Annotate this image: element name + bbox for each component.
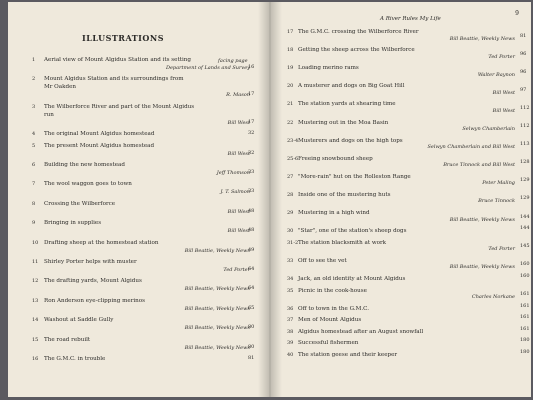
item-credit: Peter Maling — [482, 180, 515, 187]
left-page — [8, 2, 266, 397]
item-page: 161 — [520, 314, 530, 321]
item-credit: Bruce Tinnock and Bill West — [443, 162, 515, 169]
page-number: 9 — [515, 10, 519, 17]
item-number: 17 — [287, 29, 294, 35]
item-title: A musterer and dogs on Big Goat Hill — [298, 83, 405, 90]
item-credit: Bill Beattie, Weekly News — [184, 344, 250, 351]
item-number: 16 — [32, 356, 39, 362]
item-title: The drafting yards, Mount Algidus — [44, 278, 142, 285]
item-page: 144 — [520, 213, 530, 220]
item-number: 19 — [287, 65, 294, 72]
item-title: The station geese and their keeper — [298, 352, 398, 358]
item-number: 6 — [32, 162, 36, 168]
item-credit: Bill Beattie, Weekly News — [184, 305, 250, 312]
book-spread — [8, 2, 531, 397]
item-credit: Selwyn Chamberlain — [462, 126, 515, 132]
item-title: Men of Mount Algidus — [298, 317, 362, 324]
item-page: 64 — [248, 266, 255, 272]
item-number: 5 — [32, 142, 36, 149]
item-page: 144 — [520, 225, 530, 232]
item-number: 9 — [32, 220, 36, 227]
item-number: 36 — [287, 305, 294, 312]
item-page: 128 — [520, 159, 530, 166]
item-page: 112 — [520, 104, 530, 111]
item-page: 129 — [520, 195, 530, 202]
item-credit: Bill Beattie, Weekly News — [184, 247, 250, 254]
item-title: The road rebuilt — [44, 336, 91, 343]
item-title: Successful fishermen — [298, 340, 359, 347]
item-credit: Bill West — [492, 107, 515, 114]
item-credit: Bill Beattie, Weekly News — [449, 35, 515, 42]
item-page: 180 — [520, 337, 530, 344]
item-credit: J. T. Salmon — [220, 189, 250, 196]
item-credit: Bill West — [227, 228, 250, 235]
item-title: The G.M.C. in trouble — [44, 356, 106, 362]
item-title: Drafting sheep at the homestead station — [44, 239, 159, 246]
item-credit: Ted Porter — [488, 53, 515, 60]
item-page: 17 — [248, 91, 255, 98]
item-number: 12 — [32, 278, 39, 285]
item-title: run — [44, 111, 54, 118]
item-page: 64 — [248, 285, 255, 292]
item-title: Freeing snowbound sheep — [298, 155, 373, 162]
item-credit: Bruce Tinnock — [478, 198, 515, 205]
item-credit: Walter Baynon — [477, 71, 515, 78]
item-credit: R. Mason — [226, 92, 250, 99]
item-page: 81 — [520, 32, 527, 39]
item-page: 81 — [248, 355, 255, 361]
item-title: Mustering out in the Moa Basin — [298, 119, 389, 126]
item-number: 2 — [32, 76, 36, 83]
item-page: 129 — [520, 177, 530, 184]
item-number: 31-2 — [287, 239, 299, 246]
item-title: Inside one of the mustering huts — [298, 191, 391, 198]
item-title: Getting the sheep across the Wilberforce — [298, 47, 415, 54]
item-number: 27 — [287, 173, 294, 180]
item-number: 25-6 — [287, 155, 299, 162]
item-page: 180 — [520, 349, 530, 355]
item-number: 10 — [32, 239, 39, 246]
item-number: 11 — [32, 259, 39, 265]
item-number: 1 — [32, 57, 36, 63]
item-title: Mount Algidus Station and its surroundings from — [44, 76, 184, 83]
item-page: 16 — [248, 64, 255, 70]
item-number: 18 — [287, 47, 294, 54]
item-page: 161 — [520, 325, 530, 332]
item-title: Ron Anderson eye-clipping merinos — [44, 297, 145, 304]
item-page: 65 — [248, 304, 255, 311]
item-title: Crossing the Wilberforce — [44, 200, 116, 207]
right-page — [270, 2, 531, 397]
item-number: 15 — [32, 336, 39, 343]
item-number: 35 — [287, 287, 294, 294]
item-page: 48 — [248, 207, 255, 214]
item-number: 21 — [287, 101, 294, 108]
item-page: 17 — [248, 118, 255, 125]
item-number: 33 — [287, 257, 294, 264]
item-page: 145 — [520, 243, 530, 250]
item-number: 28 — [287, 191, 294, 198]
item-page: 33 — [248, 188, 255, 195]
item-title: The Wilberforce River and part of the Mount Algidus — [44, 103, 195, 110]
item-title: "Star", one of the station's sheep dogs — [298, 228, 407, 235]
item-title: Mr Oakden — [44, 84, 76, 91]
item-credit: Bill Beattie, Weekly News — [184, 325, 250, 332]
item-number: 13 — [32, 297, 39, 304]
item-title: "More-rain" hut on the Rolleston Range — [298, 173, 411, 180]
item-title: Off to see the vet — [298, 257, 347, 264]
item-title: Musterers and dogs on the high tops — [298, 137, 403, 144]
item-page: 113 — [520, 141, 530, 148]
item-number: 4 — [32, 131, 36, 138]
item-title: The present Mount Algidus homestead — [44, 142, 155, 149]
item-title: Picnic in the cook-house — [298, 287, 367, 294]
item-number: 37 — [287, 317, 294, 324]
item-page: 96 — [520, 50, 527, 57]
item-title: Algidus homestead after an August snowfall — [298, 328, 424, 335]
item-title: Shirley Porter helps with muster — [44, 259, 137, 265]
item-credit: Bill West — [227, 150, 250, 157]
item-number: 14 — [32, 317, 39, 324]
item-number: 23-4 — [287, 137, 299, 144]
item-page: 112 — [520, 123, 530, 129]
item-title: Building the new homestead — [44, 162, 125, 168]
item-title: The station blacksmith at work — [298, 239, 387, 246]
item-title: The G.M.C. crossing the Wilberforce River — [298, 29, 419, 35]
item-page: 161 — [520, 302, 530, 309]
item-page: 80 — [248, 324, 255, 331]
item-credit: Charles Norkane — [471, 294, 515, 300]
item-page: 48 — [248, 227, 255, 234]
item-title: Loading merino rams — [298, 65, 359, 72]
item-credit: Bill West — [492, 89, 515, 96]
item-page: 49 — [248, 246, 255, 253]
item-title: The original Mount Algidus homestead — [44, 131, 155, 138]
item-number: 38 — [287, 328, 294, 335]
item-title: Off to town in the G.M.C. — [298, 305, 370, 312]
item-title: The wool waggon goes to town — [44, 181, 132, 188]
item-credit: Jeff Thomson — [216, 170, 250, 176]
item-credit: Bill Beattie, Weekly News — [449, 264, 515, 271]
item-page: 161 — [520, 291, 530, 297]
item-page: 97 — [520, 86, 527, 93]
item-page: 160 — [520, 272, 530, 279]
item-credit: Selwyn Chamberlain and Bill West — [427, 144, 515, 151]
item-number: 8 — [32, 200, 36, 207]
item-title: Mustering in a high wind — [298, 210, 370, 216]
item-number: 39 — [287, 340, 294, 347]
item-page: 96 — [520, 68, 527, 75]
item-credit: Bill Beattie, Weekly News — [449, 216, 515, 223]
facing-page-label: facing page — [218, 58, 248, 64]
item-number: 30 — [287, 228, 294, 235]
item-page: 160 — [520, 261, 530, 268]
item-title: The station yards at shearing time — [298, 101, 396, 108]
item-number: 7 — [32, 181, 36, 188]
item-number: 29 — [287, 210, 294, 216]
item-title: Jack, an old identity at Mount Algidus — [298, 275, 406, 282]
item-page: 32 — [248, 149, 255, 156]
item-credit: Ted Porter — [488, 246, 515, 253]
item-credit: Bill West — [227, 119, 250, 126]
item-credit: Bill Beattie, Weekly News — [184, 286, 250, 293]
item-number: 3 — [32, 103, 36, 110]
item-title: Aerial view of Mount Algidus Station and its setting — [44, 57, 191, 63]
item-number: 40 — [287, 352, 294, 358]
item-title: Washout at Saddle Gully — [44, 317, 114, 324]
item-page: 80 — [248, 343, 255, 350]
item-credit: Department of Lands and Survey — [165, 65, 250, 71]
item-number: 20 — [287, 83, 294, 90]
item-title: Bringing in supplies — [44, 220, 102, 227]
item-page: 32 — [248, 130, 255, 137]
item-page: 33 — [248, 169, 255, 175]
item-credit: Bill West — [227, 208, 250, 215]
item-number: 34 — [287, 275, 294, 282]
item-number: 22 — [287, 119, 294, 126]
item-credit: Ted Porter — [223, 267, 250, 273]
running-head: A River Rules My Life — [380, 16, 441, 22]
page-heading: ILLUSTRATIONS — [82, 33, 164, 43]
